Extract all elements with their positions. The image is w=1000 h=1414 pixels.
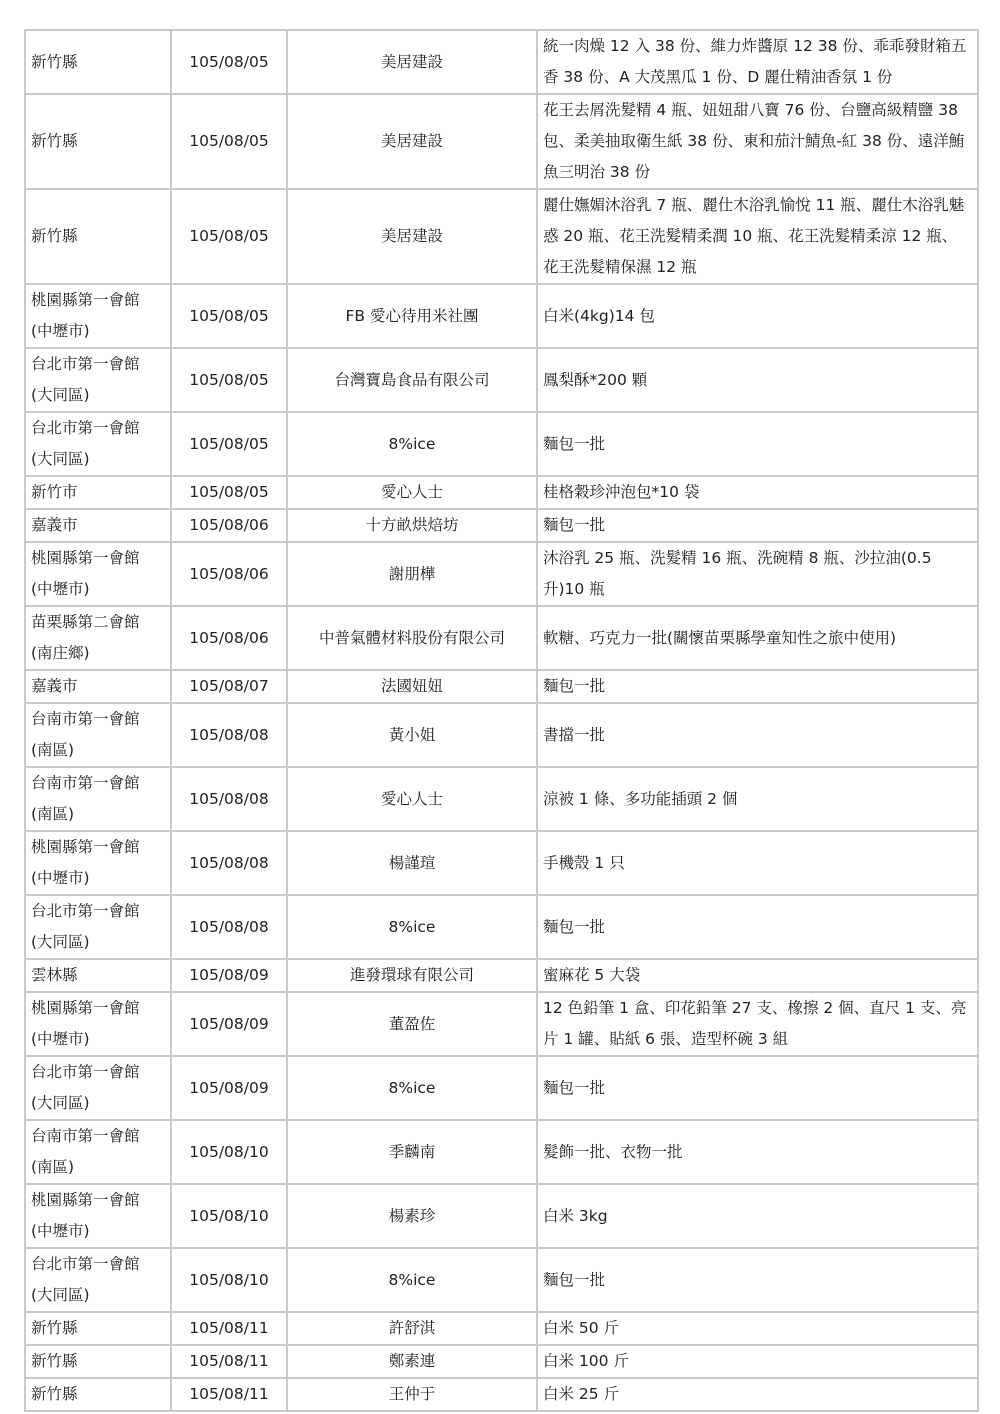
location-cell: 台北市第一會館 (大同區) [25, 348, 171, 412]
donor-cell: 中普氣體材料股份有限公司 [287, 606, 537, 670]
table-row [25, 1378, 978, 1411]
date-cell: 105/08/06 [171, 509, 287, 542]
date-cell: 105/08/06 [171, 606, 287, 670]
items-cell: 白米 25 斤 [537, 1378, 978, 1411]
table-row [25, 1248, 978, 1312]
donation-table-body [25, 30, 978, 1411]
items-cell: 鳳梨酥*200 顆 [537, 348, 978, 412]
items-cell: 麵包一批 [537, 412, 978, 476]
items-cell: 麵包一批 [537, 670, 978, 703]
date-cell: 105/08/06 [171, 542, 287, 606]
items-cell: 書擋一批 [537, 703, 978, 767]
items-cell: 白米(4kg)14 包 [537, 284, 978, 348]
date-cell: 105/08/10 [171, 1120, 287, 1184]
donor-cell: 許舒淇 [287, 1312, 537, 1345]
location-cell: 桃園縣第一會館 (中壢市) [25, 542, 171, 606]
donor-cell: 王仲于 [287, 1378, 537, 1411]
location-cell: 新竹縣 [25, 1345, 171, 1378]
table-row [25, 476, 978, 509]
table-row [25, 670, 978, 703]
date-cell: 105/08/08 [171, 831, 287, 895]
location-cell: 新竹縣 [25, 1312, 171, 1345]
date-cell: 105/08/08 [171, 767, 287, 831]
location-cell: 台北市第一會館 (大同區) [25, 1248, 171, 1312]
donor-cell: 愛心人士 [287, 476, 537, 509]
table-row [25, 767, 978, 831]
items-cell: 麵包一批 [537, 1248, 978, 1312]
location-cell: 新竹縣 [25, 189, 171, 284]
date-cell: 105/08/10 [171, 1248, 287, 1312]
location-cell: 桃園縣第一會館 (中壢市) [25, 284, 171, 348]
date-cell: 105/08/11 [171, 1378, 287, 1411]
table-row [25, 831, 978, 895]
table-row [25, 509, 978, 542]
location-cell: 台北市第一會館 (大同區) [25, 412, 171, 476]
location-cell: 桃園縣第一會館 (中壢市) [25, 831, 171, 895]
items-cell: 白米 100 斤 [537, 1345, 978, 1378]
table-row [25, 895, 978, 959]
items-cell: 麗仕嫵媚沐浴乳 7 瓶、麗仕木浴乳愉悅 11 瓶、麗仕木浴乳魅惑 20 瓶、花王洗髮精柔潤 10 瓶、花王洗髮精柔涼 12 瓶、花王洗髮精保濕 12 瓶 [537, 189, 978, 284]
location-cell: 新竹縣 [25, 30, 171, 94]
location-cell: 台南市第一會館 (南區) [25, 767, 171, 831]
items-cell: 花王去屑洗髮精 4 瓶、妞妞甜八寶 76 份、台鹽高級精鹽 38 包、柔美抽取衛生紙 38 份、東和茄汁鯖魚-紅 38 份、遠洋鮪魚三明治 38 份 [537, 94, 978, 189]
location-cell: 台北市第一會館 (大同區) [25, 895, 171, 959]
table-row [25, 992, 978, 1056]
location-cell: 桃園縣第一會館 (中壢市) [25, 1184, 171, 1248]
items-cell: 麵包一批 [537, 895, 978, 959]
donor-cell: 十方畝烘焙坊 [287, 509, 537, 542]
date-cell: 105/08/05 [171, 189, 287, 284]
donor-cell: 楊素珍 [287, 1184, 537, 1248]
date-cell: 105/08/05 [171, 476, 287, 509]
items-cell: 髮飾一批、衣物一批 [537, 1120, 978, 1184]
table-row [25, 1345, 978, 1378]
date-cell: 105/08/05 [171, 94, 287, 189]
location-cell: 雲林縣 [25, 959, 171, 992]
table-row [25, 348, 978, 412]
table-row [25, 959, 978, 992]
date-cell: 105/08/07 [171, 670, 287, 703]
items-cell: 桂格穀珍沖泡包*10 袋 [537, 476, 978, 509]
items-cell: 白米 50 斤 [537, 1312, 978, 1345]
items-cell: 白米 3kg [537, 1184, 978, 1248]
table-row [25, 30, 978, 94]
table-row [25, 284, 978, 348]
location-cell: 台南市第一會館 (南區) [25, 703, 171, 767]
date-cell: 105/08/09 [171, 959, 287, 992]
donor-cell: 進發環球有限公司 [287, 959, 537, 992]
table-row [25, 1056, 978, 1120]
donor-cell: 8%ice [287, 895, 537, 959]
location-cell: 台北市第一會館 (大同區) [25, 1056, 171, 1120]
donation-table [24, 29, 979, 1412]
items-cell: 涼被 1 條、多功能插頭 2 個 [537, 767, 978, 831]
date-cell: 105/08/09 [171, 1056, 287, 1120]
date-cell: 105/08/09 [171, 992, 287, 1056]
donor-cell: 美居建設 [287, 30, 537, 94]
location-cell: 新竹縣 [25, 94, 171, 189]
items-cell: 軟糖、巧克力一批(關懷苗栗縣學童知性之旅中使用) [537, 606, 978, 670]
table-row [25, 189, 978, 284]
date-cell: 105/08/10 [171, 1184, 287, 1248]
donor-cell: 8%ice [287, 1248, 537, 1312]
donor-cell: 台灣寶島食品有限公司 [287, 348, 537, 412]
donor-cell: 黃小姐 [287, 703, 537, 767]
donor-cell: 美居建設 [287, 94, 537, 189]
donor-cell: 謝朋樺 [287, 542, 537, 606]
location-cell: 新竹縣 [25, 1378, 171, 1411]
items-cell: 12 色鉛筆 1 盒、印花鉛筆 27 支、橡擦 2 個、直尺 1 支、亮片 1 罐、貼紙 6 張、造型杯碗 3 組 [537, 992, 978, 1056]
location-cell: 嘉義市 [25, 509, 171, 542]
table-row [25, 1312, 978, 1345]
donor-cell: 8%ice [287, 412, 537, 476]
donor-cell: 美居建設 [287, 189, 537, 284]
donor-cell: 愛心人士 [287, 767, 537, 831]
table-row [25, 94, 978, 189]
location-cell: 嘉義市 [25, 670, 171, 703]
date-cell: 105/08/05 [171, 348, 287, 412]
donor-cell: 法國妞妞 [287, 670, 537, 703]
donor-cell: 8%ice [287, 1056, 537, 1120]
location-cell: 新竹市 [25, 476, 171, 509]
date-cell: 105/08/11 [171, 1345, 287, 1378]
donor-cell: FB 愛心待用米社團 [287, 284, 537, 348]
date-cell: 105/08/08 [171, 703, 287, 767]
donor-cell: 鄭素連 [287, 1345, 537, 1378]
table-row [25, 606, 978, 670]
items-cell: 麵包一批 [537, 509, 978, 542]
date-cell: 105/08/05 [171, 30, 287, 94]
table-row [25, 1184, 978, 1248]
date-cell: 105/08/05 [171, 284, 287, 348]
items-cell: 沐浴乳 25 瓶、洗髮精 16 瓶、洗碗精 8 瓶、沙拉油(0.5 升)10 瓶 [537, 542, 978, 606]
items-cell: 手機殼 1 只 [537, 831, 978, 895]
table-row [25, 542, 978, 606]
table-row [25, 1120, 978, 1184]
items-cell: 蜜麻花 5 大袋 [537, 959, 978, 992]
donor-cell: 楊謹瑄 [287, 831, 537, 895]
donor-cell: 董盈佐 [287, 992, 537, 1056]
date-cell: 105/08/11 [171, 1312, 287, 1345]
date-cell: 105/08/05 [171, 412, 287, 476]
table-row [25, 412, 978, 476]
items-cell: 統一肉燥 12 入 38 份、維力炸醬原 12 38 份、乖乖發財箱五香 38 份、A 大茂黑瓜 1 份、D 麗仕精油香氛 1 份 [537, 30, 978, 94]
location-cell: 台南市第一會館 (南區) [25, 1120, 171, 1184]
location-cell: 苗栗縣第二會館 (南庄鄉) [25, 606, 171, 670]
location-cell: 桃園縣第一會館 (中壢市) [25, 992, 171, 1056]
date-cell: 105/08/08 [171, 895, 287, 959]
table-row [25, 703, 978, 767]
items-cell: 麵包一批 [537, 1056, 978, 1120]
donor-cell: 季麟南 [287, 1120, 537, 1184]
